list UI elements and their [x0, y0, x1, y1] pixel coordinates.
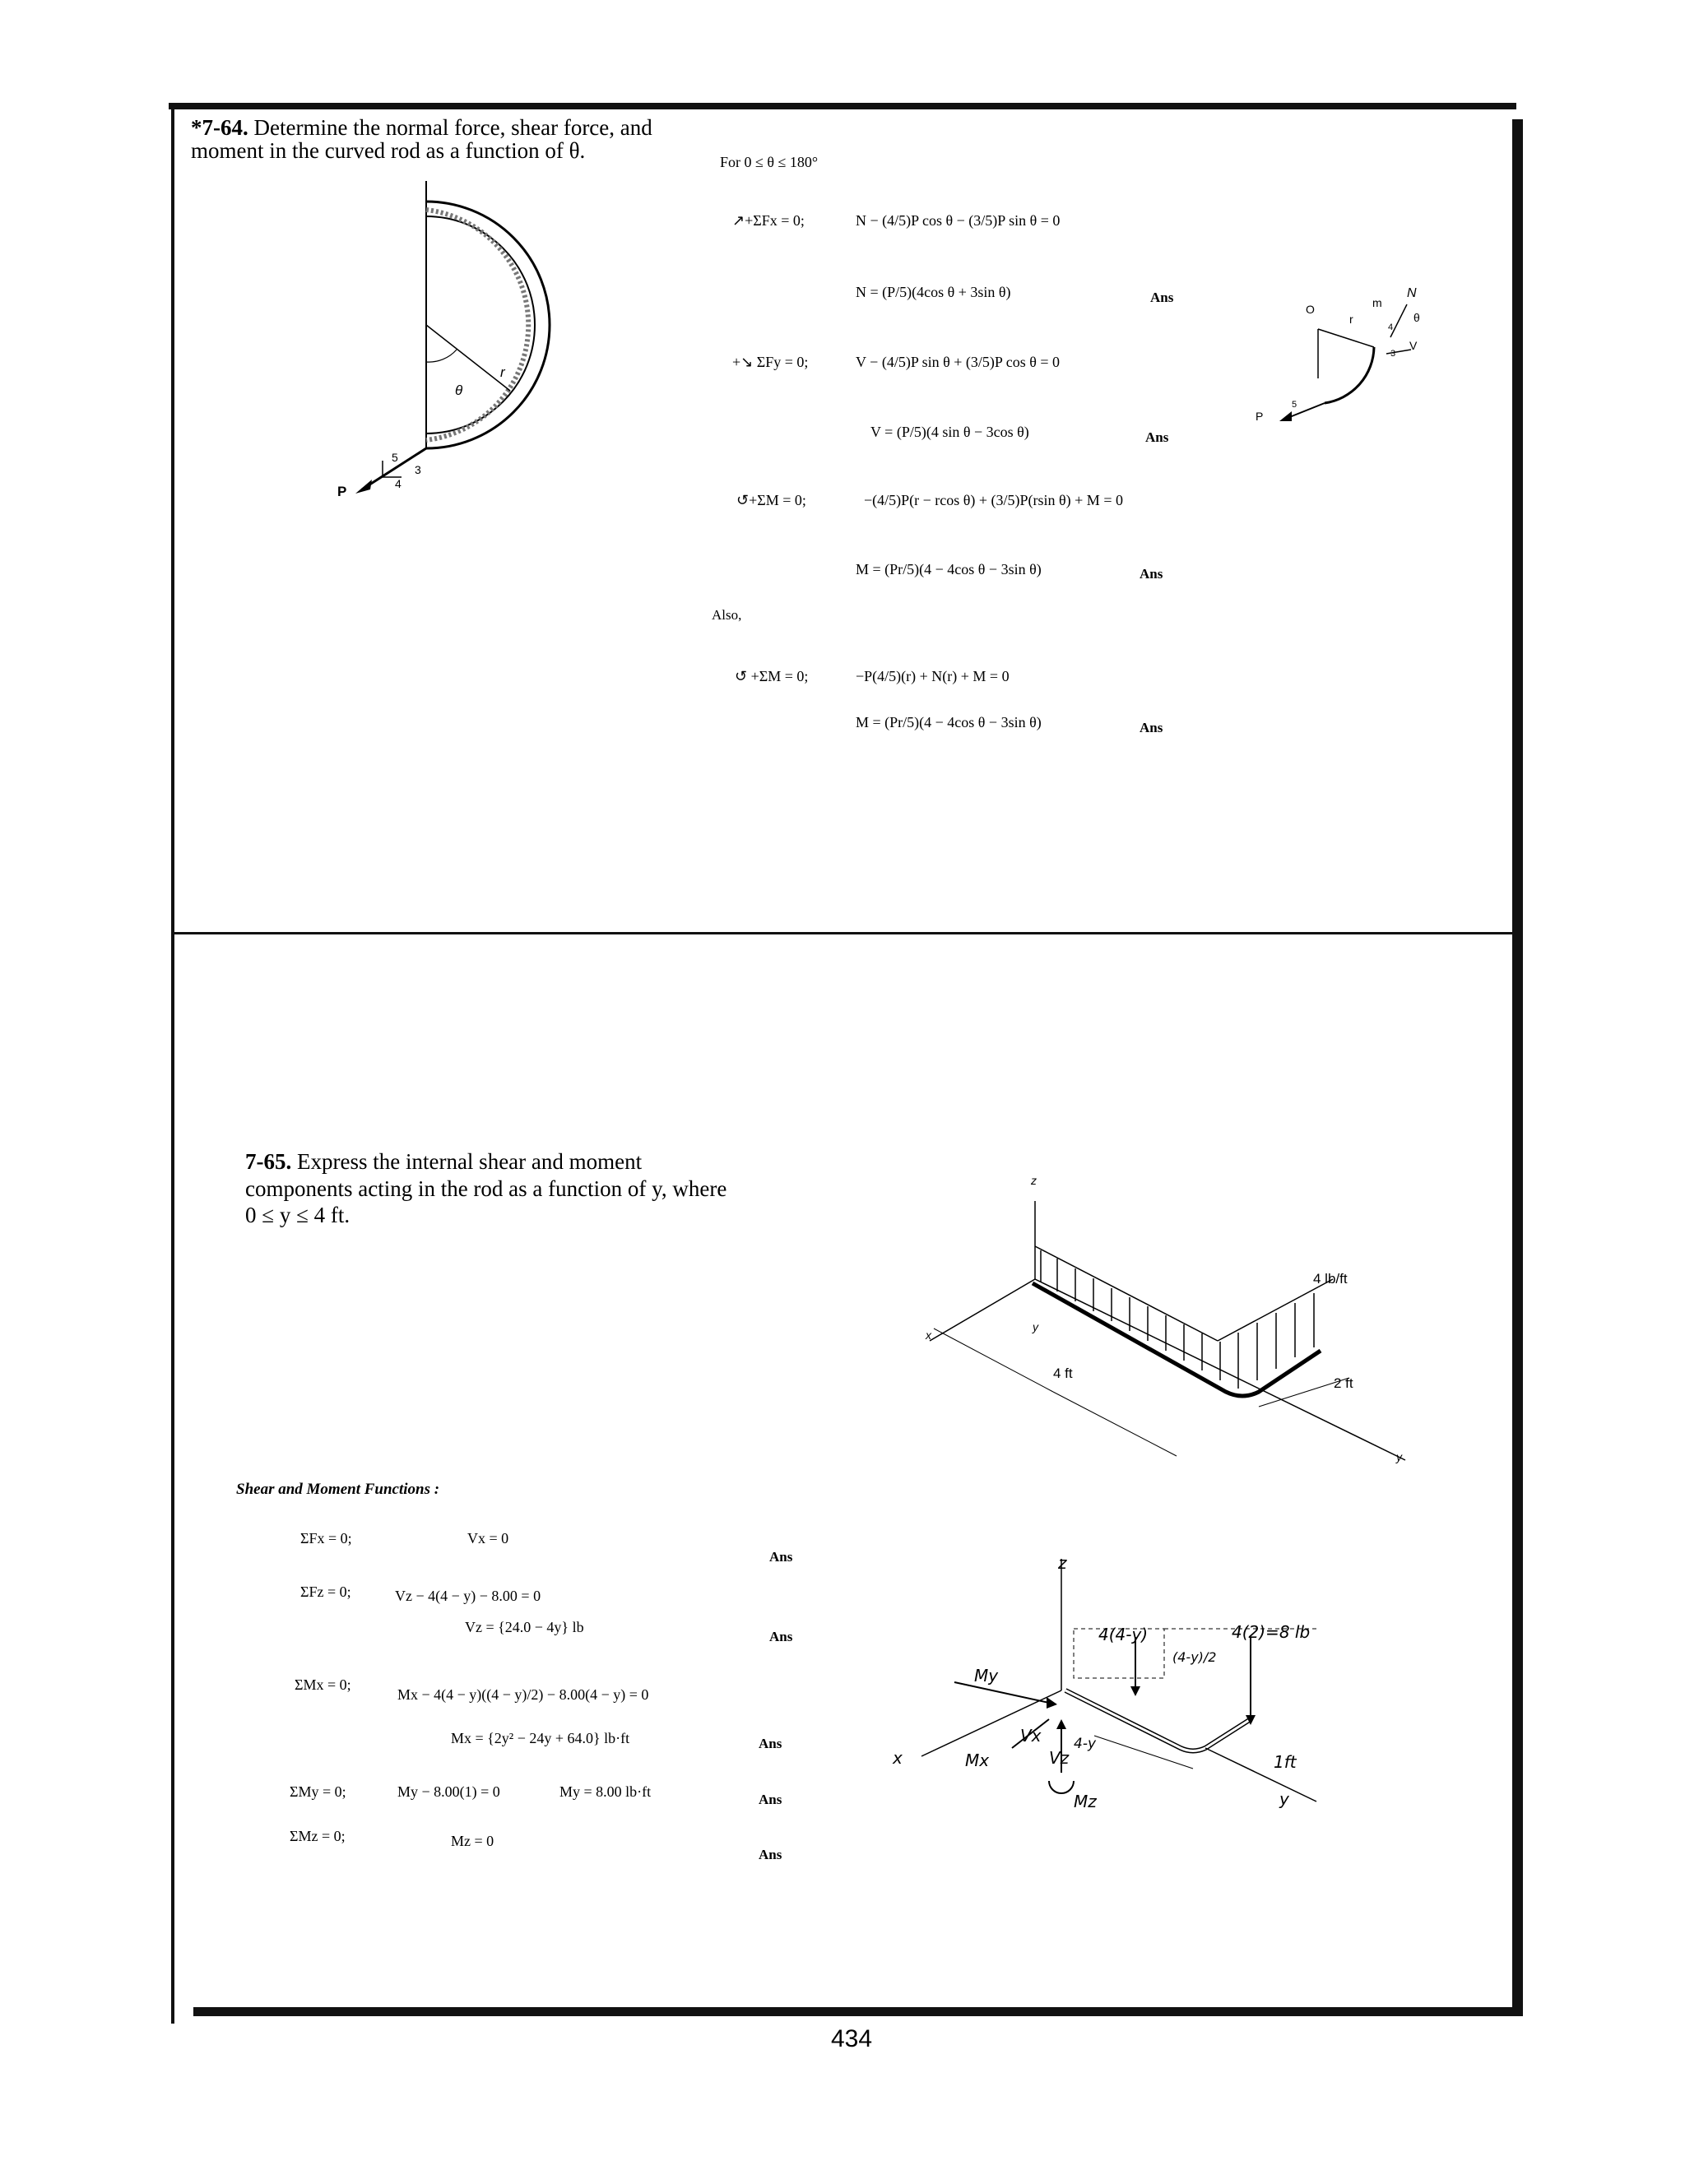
fbd765-Mz: Mz: [1074, 1792, 1097, 1811]
row1-eq2: Vz = {24.0 − 4y} lb: [465, 1619, 584, 1635]
fbd765-seg: 4-y: [1074, 1736, 1097, 1752]
eq2: N = (P/5)(4cos θ + 3sin θ): [856, 284, 1011, 300]
fbd765-Mx: Mx: [965, 1750, 990, 1770]
fig765-y: y: [1396, 1450, 1402, 1463]
fig765-dim1: 4 ft: [1053, 1366, 1073, 1381]
fbd764-theta: θ: [1413, 311, 1420, 324]
problem-765-statement: [245, 1148, 642, 1175]
row4-label: ΣMz = 0;: [290, 1828, 346, 1844]
eq5-label: ↺+ΣM = 0;: [736, 492, 806, 508]
row2-eq: Mx − 4(4 − y)((4 − y)/2) − 8.00(4 − y) = 0: [397, 1686, 649, 1703]
problem-764-range: For 0 ≤ θ ≤ 180°: [720, 154, 819, 170]
row0-ans: Ans: [769, 1549, 793, 1565]
row0-label: ΣFx = 0;: [300, 1530, 352, 1546]
fig765-load: 4 lb/ft: [1313, 1271, 1348, 1287]
row3-label: ΣMy = 0;: [290, 1783, 346, 1800]
problem-764-text-line2: moment in the curved rod as a function of θ.: [191, 138, 586, 163]
fbd764-N: N: [1407, 286, 1417, 300]
eq8: M = (Pr/5)(4 − 4cos θ − 3sin θ): [856, 714, 1042, 730]
row2-label: ΣMx = 0;: [295, 1676, 351, 1693]
problem-764-text-line1: Determine the normal force, shear force, and: [253, 115, 652, 140]
row3-eq2: My = 8.00 lb·ft: [559, 1783, 652, 1800]
problem-765-number: 7-65.: [245, 1149, 292, 1174]
eq6-ans: Ans: [1140, 566, 1163, 582]
fig764-five: 5: [392, 451, 398, 464]
fig764-r: r: [500, 364, 505, 380]
row2-ans: Ans: [759, 1736, 782, 1751]
fbd765-x: x: [893, 1748, 903, 1768]
problem-765-text-line2: components acting in the rod as a function of y, where: [245, 1176, 727, 1201]
eq3: V − (4/5)P sin θ + (3/5)P cos θ = 0: [856, 354, 1061, 370]
eq7: −P(4/5)(r) + N(r) + M = 0: [856, 668, 1010, 684]
fig765-x: x: [926, 1328, 931, 1342]
eq1: N − (4/5)P cos θ − (3/5)P sin θ = 0: [856, 212, 1061, 229]
shear-moment-heading: Shear and Moment Functions :: [236, 1481, 440, 1498]
eq7-label: ↺ +ΣM = 0;: [735, 668, 809, 684]
fbd764-r: r: [1349, 313, 1353, 326]
fig765-y-dim: y: [1033, 1320, 1038, 1333]
fbd765-y: y: [1279, 1789, 1289, 1809]
fbd765-oneft: 1ft: [1274, 1752, 1297, 1772]
fbd765-My: My: [974, 1666, 999, 1686]
eq4: V = (P/5)(4 sin θ − 3cos θ): [870, 424, 1029, 440]
row4-eq: Mz = 0: [451, 1833, 494, 1849]
fig765-dim2: 2 ft: [1334, 1375, 1353, 1391]
page-frame-bottom: [193, 2007, 1523, 2016]
fbd765-load2: 4(2)=8 lb: [1232, 1622, 1311, 1642]
eq3-label: +↘ ΣFy = 0;: [732, 354, 809, 370]
row1-label: ΣFz = 0;: [300, 1584, 351, 1600]
fbd765-Vx: Vx: [1020, 1726, 1042, 1746]
fbd764-P: P: [1256, 410, 1264, 423]
eq2-ans: Ans: [1150, 290, 1174, 305]
problem-divider: [173, 932, 1514, 934]
fbd765-z: z: [1058, 1553, 1067, 1573]
row0-eq: Vx = 0: [467, 1530, 509, 1546]
page-frame-left: [171, 103, 174, 2024]
also-label: Also,: [712, 607, 742, 623]
fbd-765-sketch: [889, 1546, 1349, 1826]
problem-765-text-line1: Express the internal shear and moment: [297, 1149, 643, 1174]
fbd765-half: (4-y)/2: [1172, 1649, 1217, 1665]
eq5: −(4/5)P(r − rcos θ) + (3/5)P(rsin θ) + M = 0: [864, 492, 1123, 508]
row1-eq: Vz − 4(4 − y) − 8.00 = 0: [395, 1588, 541, 1604]
fbd764-m: m: [1372, 296, 1382, 309]
eq4-ans: Ans: [1145, 429, 1169, 445]
fbd764-V: V: [1409, 339, 1418, 352]
page-frame-right: [1512, 119, 1523, 2015]
fbd764-three: 3: [1390, 349, 1396, 359]
row4-ans: Ans: [759, 1847, 782, 1862]
row2-eq2: Mx = {2y² − 24y + 64.0} lb·ft: [451, 1730, 630, 1746]
eq1-label: ↗+ΣFx = 0;: [732, 212, 805, 229]
page-frame-top: [169, 103, 1516, 109]
fbd765-load1: 4(4-y): [1098, 1625, 1149, 1644]
problem-765-text-line3: 0 ≤ y ≤ 4 ft.: [245, 1203, 350, 1227]
fbd765-Vz: Vz: [1049, 1748, 1070, 1768]
curved-rod-figure: [313, 177, 609, 522]
eq8-ans: Ans: [1140, 720, 1163, 735]
fig765-z: z: [1031, 1174, 1037, 1187]
rod-3d-figure: [913, 1176, 1423, 1472]
fig764-theta: θ: [455, 383, 463, 398]
fbd764-five: 5: [1292, 400, 1297, 410]
fig764-three: 3: [415, 463, 421, 476]
fbd764-O: O: [1306, 303, 1315, 316]
eq6: M = (Pr/5)(4 − 4cos θ − 3sin θ): [856, 561, 1042, 577]
fig764-four: 4: [395, 477, 402, 490]
fbd764-four: 4: [1388, 322, 1394, 332]
fbd-764-sketch: [1251, 296, 1440, 436]
row3-ans: Ans: [759, 1792, 782, 1807]
page-number: 434: [831, 2025, 873, 2052]
row3-eq: My − 8.00(1) = 0: [397, 1783, 500, 1800]
row1-ans: Ans: [769, 1629, 793, 1644]
problem-764-number: *7-64.: [191, 115, 248, 140]
fig764-P: P: [337, 484, 347, 499]
